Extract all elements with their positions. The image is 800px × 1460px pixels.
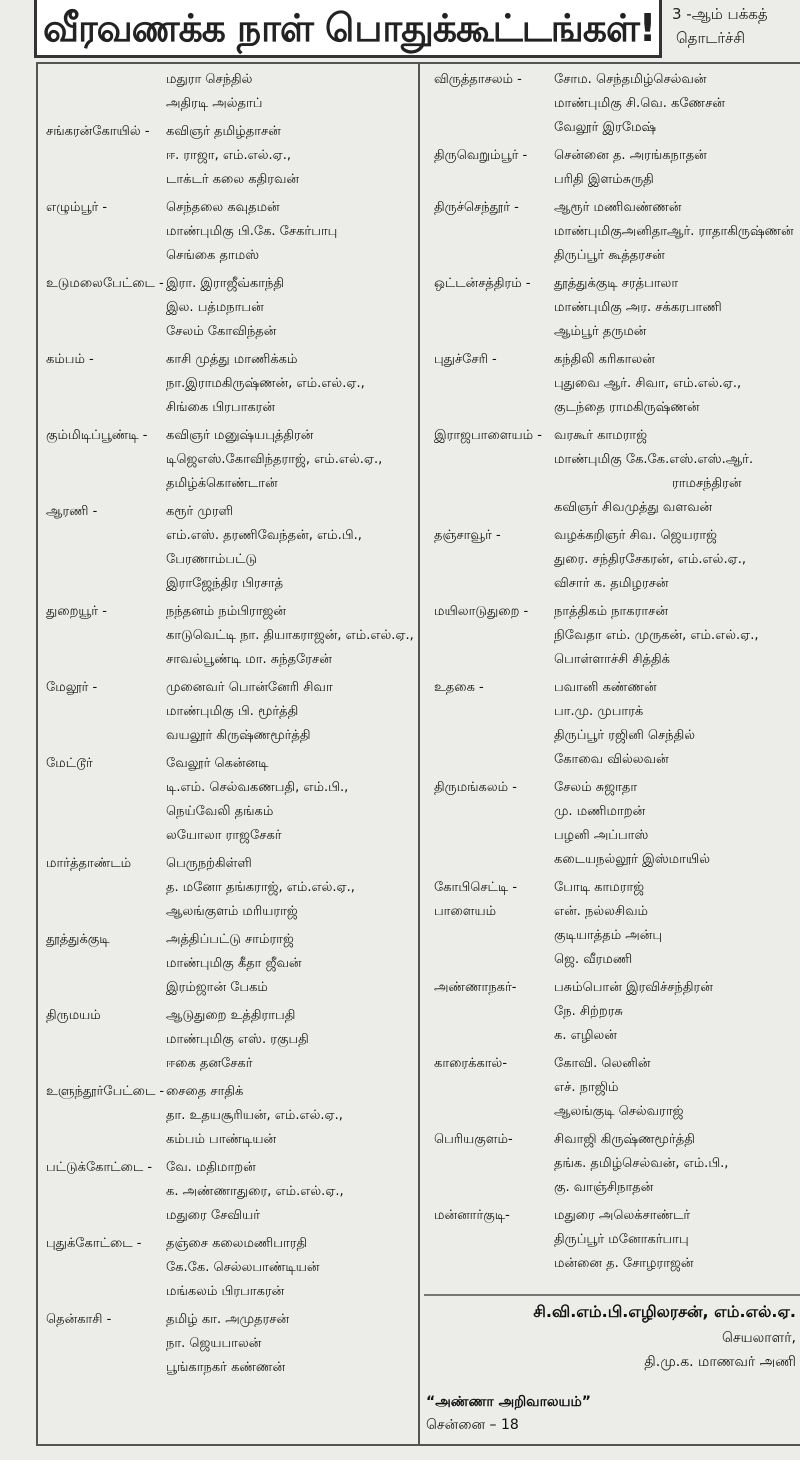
speaker-list xyxy=(166,1232,416,1304)
left-column xyxy=(46,68,416,1384)
speaker-name: கந்திலி கரிகாலன் xyxy=(554,352,655,367)
signature-org: தி.மு.க. மாணவர் அணி xyxy=(644,1354,796,1370)
place-name: பெரியகுளம்- xyxy=(434,1132,513,1147)
speaker-list xyxy=(166,600,416,672)
speaker-name: சேலம் சுஜாதா xyxy=(554,780,638,795)
speaker-name: நிவேதா எம். முருகன், எம்.எல்.ஏ., xyxy=(554,628,759,643)
speaker-name: பெருநற்கிள்ளி xyxy=(166,856,252,871)
meeting-entry xyxy=(434,524,800,596)
speaker-name: வரகூர் காமராஜ் xyxy=(554,428,648,443)
speaker-name: பூங்காநகர் கண்ணன் xyxy=(166,1360,286,1375)
meeting-entry xyxy=(434,348,800,420)
meeting-entry xyxy=(46,348,416,420)
meeting-entry xyxy=(46,1080,416,1152)
speaker-list xyxy=(554,976,800,1048)
speaker-list xyxy=(166,272,416,344)
speaker-name: லயோலா ராஜசேகர் xyxy=(166,828,282,843)
speaker-name: ஆம்பூர் தருமன் xyxy=(554,324,647,339)
speaker-list xyxy=(554,524,800,596)
speaker-name: செந்தலை கவுதமன் xyxy=(166,200,280,215)
place-name: எழும்பூர் - xyxy=(46,200,108,215)
speaker-list xyxy=(554,196,800,268)
place-name: உதகை - xyxy=(434,680,484,695)
place-name: சங்கரன்கோயில் - xyxy=(46,124,150,139)
meeting-entry xyxy=(434,976,800,1048)
speaker-list xyxy=(554,876,800,972)
place-name: தஞ்சாவூர் - xyxy=(434,528,501,543)
speaker-name: மாண்புமிகு கே.கே.எஸ்.எஸ்.ஆர். xyxy=(554,452,754,467)
speaker-list xyxy=(554,1052,800,1124)
meeting-entry xyxy=(46,1232,416,1304)
speaker-name: குடந்தை ராமகிருஷ்ணன் xyxy=(554,400,700,415)
address-line-2: சென்னை – 18 xyxy=(426,1417,519,1433)
place-name-line-2: பாளையம் xyxy=(434,904,497,919)
speaker-name: இரம்ஜான் பேகம் xyxy=(166,980,268,995)
place-name: விருத்தாசலம் - xyxy=(434,72,522,87)
speaker-list xyxy=(554,776,800,872)
speaker-name: கடையநல்லூர் இஸ்மாயில் xyxy=(554,852,711,867)
speaker-name: இல. பத்மநாபன் xyxy=(166,300,264,315)
meeting-entry xyxy=(46,424,416,496)
speaker-list xyxy=(166,500,416,596)
speaker-name: திருப்பூர் கூத்தரசன் xyxy=(554,248,665,263)
meeting-entry xyxy=(434,1052,800,1124)
speaker-name: ராமசந்திரன் xyxy=(672,476,742,491)
place-name: தென்காசி - xyxy=(46,1312,112,1327)
meeting-entry xyxy=(46,600,416,672)
speaker-name: கே.கே. செல்லபாண்டியன் xyxy=(166,1260,320,1275)
speaker-name: ஆலங்குடி செல்வராஜ் xyxy=(554,1104,684,1119)
speaker-name: பசும்பொன் இரவிச்சந்திரன் xyxy=(554,980,713,995)
meeting-entry xyxy=(46,1308,416,1380)
meeting-entry xyxy=(46,676,416,748)
speaker-name: ஈ. ராஜா, எம்.எல்.ஏ., xyxy=(166,148,292,163)
meeting-entry xyxy=(46,196,416,268)
speaker-name: துரை. சந்திரசேகரன், எம்.எல்.ஏ., xyxy=(554,552,746,567)
speaker-list xyxy=(166,424,416,496)
speaker-name: மன்னை த. சோழராஜன் xyxy=(554,1256,694,1271)
place-name: இராஜபாளையம் - xyxy=(434,428,542,443)
speaker-list xyxy=(554,272,800,344)
speaker-name: கோவை வில்லவன் xyxy=(554,752,669,767)
meeting-entry xyxy=(46,1004,416,1076)
place-name: கோபிசெட்டி - xyxy=(434,880,518,895)
speaker-list xyxy=(166,852,416,924)
speaker-list xyxy=(166,1004,416,1076)
place-name: மயிலாடுதுறை - xyxy=(434,604,529,619)
speaker-list xyxy=(166,68,416,116)
meeting-entry xyxy=(434,1204,800,1276)
speaker-name: நாத்திகம் நாகராசன் xyxy=(554,604,668,619)
speaker-name: வழக்கறிஞர் சிவ. ஜெயராஜ் xyxy=(554,528,717,543)
place-name: கம்பம் - xyxy=(46,352,94,367)
speaker-name: கவிஞர் மனுஷ்யபுத்திரன் xyxy=(166,428,314,443)
speaker-name: சிங்கை பிரபாகரன் xyxy=(166,400,275,415)
meeting-entry xyxy=(46,752,416,848)
meeting-entry xyxy=(46,120,416,192)
speaker-list xyxy=(166,1156,416,1228)
place-name: மேட்டூர் xyxy=(46,756,93,771)
meeting-entry xyxy=(434,676,800,772)
speaker-name: க. அண்ணாதுரை, எம்.எல்.ஏ., xyxy=(166,1184,344,1199)
meeting-entry xyxy=(46,852,416,924)
place-name: ஒட்டன்சத்திரம் - xyxy=(434,276,531,291)
meeting-entry xyxy=(434,272,800,344)
speaker-name: குடியாத்தம் அன்பு xyxy=(554,928,663,943)
speaker-name: பரிதி இளம்சுருதி xyxy=(554,172,654,187)
place-name: உடுமலைபேட்டை - xyxy=(46,276,164,291)
speaker-name: நா.இராமகிருஷ்ணன், எம்.எல்.ஏ., xyxy=(166,376,365,391)
speaker-name: தங்க. தமிழ்செல்வன், எம்.பி., xyxy=(554,1156,729,1171)
speaker-name: வேலூர் இரமேஷ் xyxy=(554,120,657,135)
signature-divider xyxy=(424,1294,800,1296)
meeting-entry xyxy=(46,68,416,116)
speaker-name: இரா. இராஜீவ்காந்தி xyxy=(166,276,284,291)
speaker-name: சிவாஜி கிருஷ்ணமூர்த்தி xyxy=(554,1132,695,1147)
speaker-name: டாக்டர் கலை கதிரவன் xyxy=(166,172,299,187)
title-box xyxy=(34,0,662,58)
page-title: வீரவணக்க நாள் பொதுக்கூட்டங்கள்! xyxy=(43,6,656,50)
speaker-name: கு. வாஞ்சிநாதன் xyxy=(554,1180,654,1195)
continued-line-1: 3 -ஆம் பக்கத் xyxy=(672,5,768,23)
column-divider xyxy=(418,64,420,1444)
speaker-name: மு. மணிமாறன் xyxy=(554,804,646,819)
speaker-name: கவிஞர் தமிழ்தாசன் xyxy=(166,124,281,139)
speaker-list xyxy=(166,196,416,268)
place-name: திருச்செந்தூர் - xyxy=(434,200,519,215)
meeting-entry xyxy=(434,776,800,872)
speaker-name: போடி காமராஜ் xyxy=(554,880,645,895)
place-name: மன்னார்குடி- xyxy=(434,1208,510,1223)
speaker-name: பழனி அப்பாஸ் xyxy=(554,828,649,843)
speaker-name: தமிழ்க்கொண்டான் xyxy=(166,476,278,491)
speaker-name: க. எழிலன் xyxy=(554,1028,617,1043)
meeting-entry xyxy=(434,196,800,268)
place-name: தூத்துக்குடி xyxy=(46,932,110,947)
speaker-name: தா. உதயசூரியன், எம்.எல்.ஏ., xyxy=(166,1108,343,1123)
speaker-name: சாவல்பூண்டி மா. சுந்தரேசன் xyxy=(166,652,332,667)
speaker-list xyxy=(166,120,416,192)
meeting-entry xyxy=(46,500,416,596)
meeting-entry xyxy=(46,272,416,344)
speaker-name: மாண்புமிகு பி. மூர்த்தி xyxy=(166,704,299,719)
speaker-name: டி.எம். செல்வகணபதி, எம்.பி., xyxy=(166,780,349,795)
continued-line-2: தொடர்ச்சி xyxy=(676,29,746,47)
place-name: துறையூர் - xyxy=(46,604,107,619)
speaker-name: திருப்பூர் மனோகர்பாபு xyxy=(554,1232,689,1247)
place-name: காரைக்கால்- xyxy=(434,1056,508,1071)
place-name: கும்மிடிப்பூண்டி - xyxy=(46,428,148,443)
place-name: பட்டுக்கோட்டை - xyxy=(46,1160,153,1175)
meeting-entry xyxy=(46,1156,416,1228)
speaker-list xyxy=(166,1308,416,1380)
speaker-name: காசி முத்து மாணிக்கம் xyxy=(166,352,298,367)
speaker-name: மதுரை சேவியர் xyxy=(166,1208,261,1223)
meeting-entry xyxy=(434,144,800,192)
speaker-name: வே. மதிமாறன் xyxy=(166,1160,256,1175)
meeting-entry xyxy=(46,928,416,1000)
right-column xyxy=(434,68,800,1280)
speaker-list xyxy=(166,676,416,748)
speaker-name: சைதை சாதிக் xyxy=(166,1084,244,1099)
continued-note xyxy=(672,2,800,50)
speaker-name: கோவி. லெனின் xyxy=(554,1056,651,1071)
speaker-name: பொள்ளாச்சி சித்திக் xyxy=(554,652,670,667)
header xyxy=(0,0,800,66)
speaker-name: கவிஞர் சிவமுத்து வளவன் xyxy=(554,500,713,515)
speaker-name: மாண்புமிகு எஸ். ரகுபதி xyxy=(166,1032,309,1047)
speaker-name: புதுவை ஆர். சிவா, எம்.எல்.ஏ., xyxy=(554,376,742,391)
speaker-list xyxy=(166,1080,416,1152)
address-line-1: “அண்ணா அறிவாலயம்” xyxy=(426,1394,591,1410)
place-name: திருவெறும்பூர் - xyxy=(434,148,528,163)
place-name: திருமங்கலம் - xyxy=(434,780,517,795)
signature-name: சி.வி.எம்.பி.எழிலரசன், எம்.எல்.ஏ. xyxy=(533,1302,796,1321)
place-name: புதுக்கோட்டை - xyxy=(46,1236,142,1251)
speaker-name: த. மனோ தங்கராஜ், எம்.எல்.ஏ., xyxy=(166,880,355,895)
speaker-name: தூத்துக்குடி சரத்பாலா xyxy=(554,276,679,291)
speaker-name: ஜெ. வீரமணி xyxy=(554,952,633,967)
speaker-name: இராஜேந்திர பிரசாத் xyxy=(166,576,284,591)
speaker-name: மதுரை அலெக்சாண்டர் xyxy=(554,1208,691,1223)
speaker-list xyxy=(166,928,416,1000)
speaker-name: காடுவெட்டி நா. தியாகராஜன், எம்.எல்.ஏ., xyxy=(166,628,414,643)
place-name: அண்ணாநகர்- xyxy=(434,980,517,995)
speaker-list xyxy=(554,600,800,672)
speaker-name: எம்.எஸ். தரணிவேந்தன், எம்.பி., xyxy=(166,528,362,543)
speaker-name: எச். நாஜிம் xyxy=(554,1080,619,1095)
speaker-list xyxy=(554,348,800,420)
speaker-list xyxy=(554,676,800,772)
speaker-name: அதிரடி அல்தாப் xyxy=(166,96,263,111)
address-block xyxy=(426,1390,796,1436)
meeting-entry xyxy=(434,424,800,520)
speaker-list xyxy=(554,144,800,192)
place-name: புதுச்சேரி - xyxy=(434,352,497,367)
speaker-name: என். நல்லசிவம் xyxy=(554,904,649,919)
speaker-name: சோம. செந்தமிழ்செல்வன் xyxy=(554,72,707,87)
meeting-entry xyxy=(434,68,800,140)
meeting-entry xyxy=(434,1128,800,1200)
speaker-name: மதுரா செந்தில் xyxy=(166,72,253,87)
speaker-name: மாண்புமிகு அர. சக்கரபாணி xyxy=(554,300,722,315)
signature-role: செயலாளர், xyxy=(722,1330,796,1346)
speaker-name: விசார் க. தமிழரசன் xyxy=(554,576,669,591)
speaker-name: மாண்புமிகு சி.வெ. கணேசன் xyxy=(554,96,725,111)
speaker-name: மங்கலம் பிரபாகரன் xyxy=(166,1284,285,1299)
place-name: உளுந்தூர்பேட்டை - xyxy=(46,1084,165,1099)
speaker-list xyxy=(554,1204,800,1276)
speaker-list xyxy=(554,1128,800,1200)
speaker-name: அத்திப்பட்டு சாம்ராஜ் xyxy=(166,932,294,947)
speaker-name: பவானி கண்ணன் xyxy=(554,680,657,695)
speaker-list xyxy=(554,424,800,520)
speaker-name: திருப்பூர் ரஜினி செந்தில் xyxy=(554,728,696,743)
speaker-name: நெய்வேலி தங்கம் xyxy=(166,804,274,819)
speaker-name: மாண்புமிகுஅனிதாஆர். ராதாகிருஷ்ணன் xyxy=(554,224,794,239)
place-name: மேலூர் - xyxy=(46,680,98,695)
speaker-name: நே. சிற்றரசு xyxy=(554,1004,623,1019)
speaker-name: டிஜெஎஸ்.கோவிந்தராஜ், எம்.எல்.ஏ., xyxy=(166,452,383,467)
speaker-list xyxy=(166,752,416,848)
place-name: மார்த்தாண்டம் xyxy=(46,856,132,871)
speaker-name: ஆலங்குளம் மரியராஜ் xyxy=(166,904,298,919)
meeting-entry xyxy=(434,600,800,672)
speaker-name: தஞ்சை கலைமணிபாரதி xyxy=(166,1236,308,1251)
speaker-name: சென்னை த. அரங்கநாதன் xyxy=(554,148,707,163)
place-name: ஆரணி - xyxy=(46,504,98,519)
speaker-list xyxy=(554,68,800,140)
speaker-name: செங்கை தாமஸ் xyxy=(166,248,260,263)
speaker-name: கரூர் முரளி xyxy=(166,504,233,519)
speaker-list xyxy=(166,348,416,420)
speaker-name: முனைவர் பொன்னேரி சிவா xyxy=(166,680,333,695)
speaker-name: வயலூர் கிருஷ்ணமூர்த்தி xyxy=(166,728,311,743)
meeting-entry xyxy=(434,876,800,972)
speaker-name: வேலூர் கென்னடி xyxy=(166,756,269,771)
speaker-name: மாண்புமிகு பி.கே. சேகர்பாபு xyxy=(166,224,338,239)
speaker-name: தமிழ் கா. அமுதரசன் xyxy=(166,1312,290,1327)
speaker-name: ஆரூர் மணிவண்ணன் xyxy=(554,200,682,215)
speaker-name: பா.மு. முபாரக் xyxy=(554,704,644,719)
speaker-name: ஆடுதுறை உத்திராபதி xyxy=(166,1008,296,1023)
place-name: திருமயம் xyxy=(46,1008,101,1023)
signature-block xyxy=(424,1298,800,1374)
speaker-name: பேரணாம்பட்டு xyxy=(166,552,258,567)
speaker-name: கம்பம் பாண்டியன் xyxy=(166,1132,277,1147)
speaker-name: சேலம் கோவிந்தன் xyxy=(166,324,277,339)
speaker-name: ஈகை தனசேகர் xyxy=(166,1056,253,1071)
speaker-name: மாண்புமிகு கீதா ஜீவன் xyxy=(166,956,302,971)
speaker-name: நா. ஜெயபாலன் xyxy=(166,1336,262,1351)
speaker-name: நந்தனம் நம்பிராஜன் xyxy=(166,604,286,619)
